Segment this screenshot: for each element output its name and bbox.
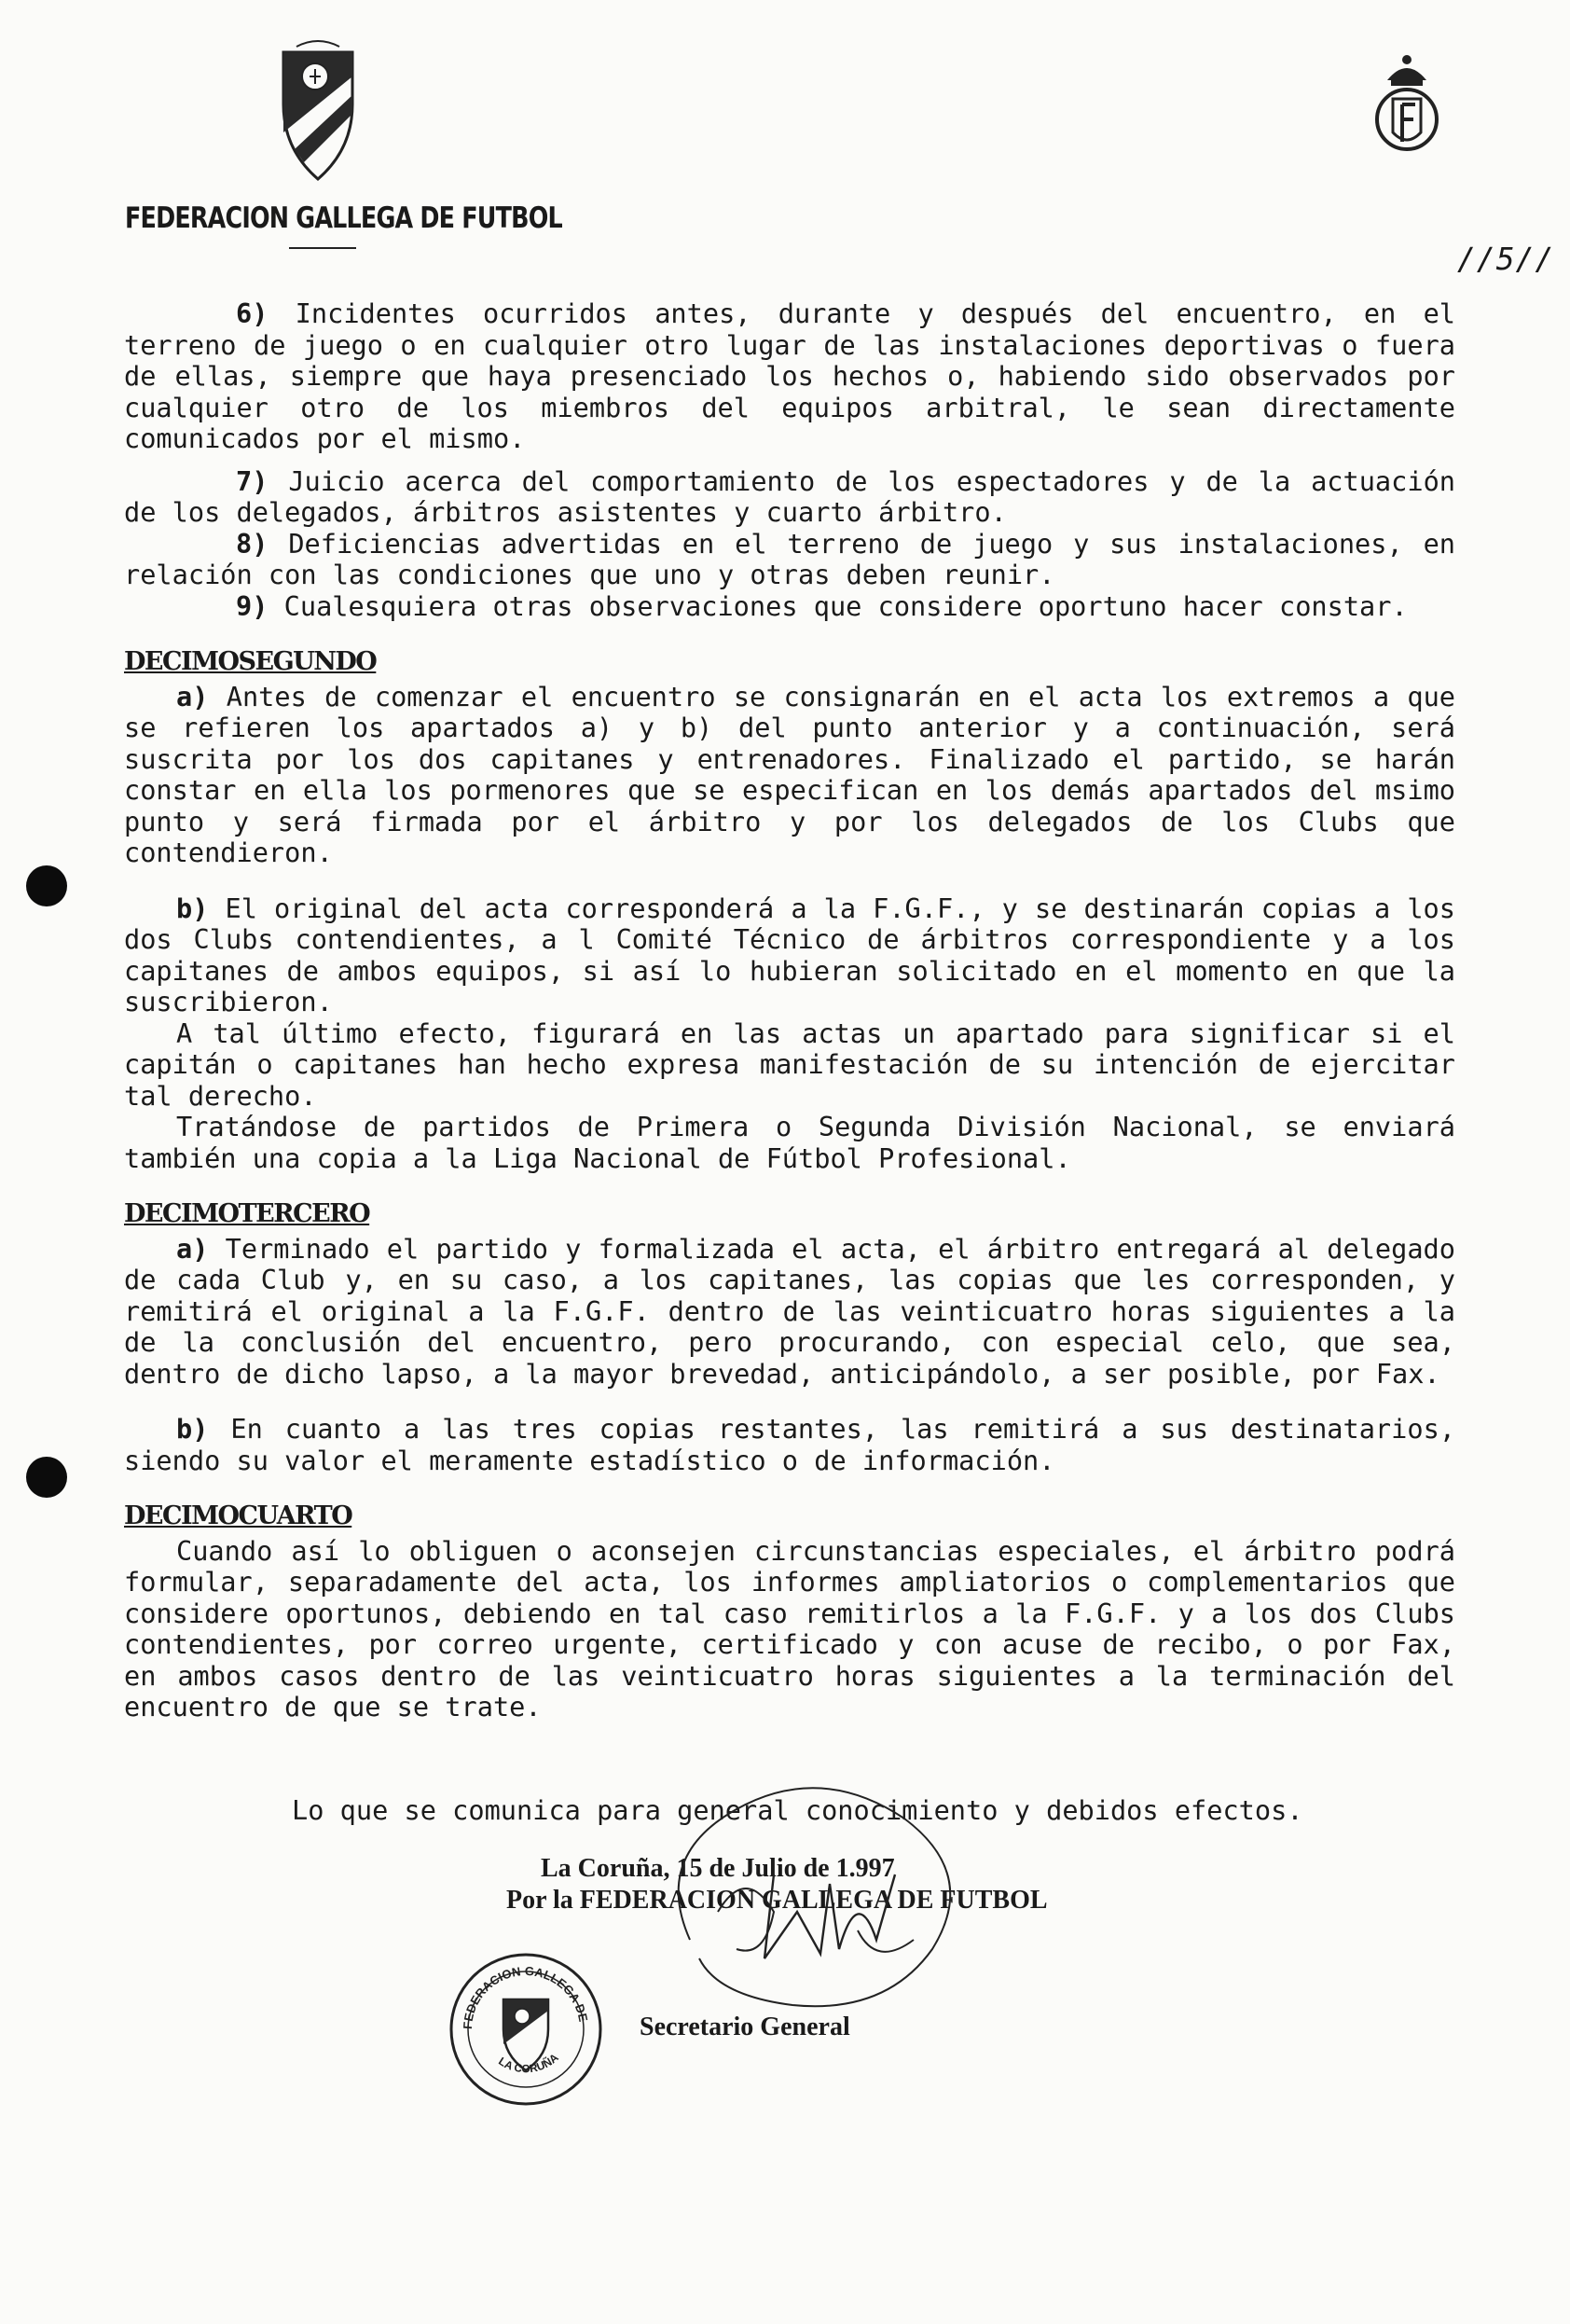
item-9 [124, 591, 1455, 623]
decimosegundo-a [124, 682, 1455, 869]
item-number: 7) [236, 464, 269, 497]
punch-hole-top [26, 865, 67, 906]
punch-hole-bottom [26, 1457, 67, 1498]
signatory-title: Secretario General [640, 2013, 850, 2041]
seal-text-top: FEDERACION GALLEGA DE [460, 1963, 591, 2030]
item-number: b) [176, 892, 209, 924]
item-6 [124, 298, 1455, 455]
place-date: La Coruña, 15 de Julio de 1.997 [541, 1854, 895, 1883]
page-number: //5// [1457, 241, 1555, 277]
item-text: Terminado el partido y formalizada el acta, el árbitro entregará al delegado de cada Club y, en su caso, a los capitanes, las copias que les corresponden, y remitirá el original a la F.G.F. dentro de las veinticuatro horas siguientes a la de la conclusión del encuentro, pero procurando, con especial celo, que sea, dentro de dicho lapso, a la mayor brevedad, anticipándolo, a ser posible, por Fax. [124, 1232, 1455, 1390]
letterhead-divider [289, 247, 356, 249]
document-body [124, 298, 1455, 1723]
closing-line: Lo que se comunica para general conocimiento y debidos efectos. [292, 1794, 1303, 1826]
item-7 [124, 466, 1455, 529]
decimosegundo-b [124, 893, 1455, 1018]
rfef-crest-logo [1372, 52, 1441, 157]
item-text: Cualesquiera otras observaciones que considere oportuno hacer constar. [283, 589, 1408, 622]
decimocuarto-paragraph: Cuando así lo obliguen o aconsejen circunstancias especiales, el árbitro podrá formular, separadamente del acta, los informes ampliatorios o complementarios que considere oportunos, debiendo en tal caso remitirlos a la F.G.F. y a los dos Clubs contendientes, por correo urgente, certificado y con acuse de recibo, o por Fax, en ambos casos dentro de las veinticuatro horas siguientes a la terminación del encuentro de que se trate. [124, 1534, 1455, 1722]
item-text: Deficiencias advertidas en el terreno de juego y sus instalaciones, en relación con las condiciones que uno y otras deben reunir. [124, 527, 1456, 590]
item-number: 8) [236, 527, 269, 560]
federation-seal-stamp [448, 1951, 604, 2108]
item-text: Incidentes ocurridos antes, durante y después del encuentro, en el terreno de juego o en cualquier otro lugar de las instalaciones deportivas o fuera de ellas, siempre que haya presenciado los hechos o, habiendo sido observados por cualquier otro de los miembros del equipos arbitral, le sean directamente comunicados por el mismo. [124, 297, 1455, 454]
seal-text-bottom: LA CORUÑA [496, 2051, 561, 2076]
item-text: Antes de comenzar el encuentro se consignarán en el acta los extremos a que se refieren los apartados a) y b) del punto anterior y a continuación, será suscrita por los dos capitanes y entrenadores. Finalizado el partido, se harán constar en ella los pormenores que se especifican en los demás apartados del msimo punto y será firmada por el árbitro y por los delegados de los Clubs que contendieron. [124, 680, 1455, 868]
item-number: a) [176, 680, 209, 712]
item-text: En cuanto a las tres copias restantes, las remitirá a sus destinatarios, siendo su valor el meramente estadístico o de información. [124, 1413, 1455, 1476]
item-text: El original del acta corresponderá a la F.G.F., y se destinarán copias a los dos Clubs contendientes, a l Comité Técnico de árbitros correspondiente y a los capitanes de ambos equipos, si así lo hubieran solicitado en el momento en que la suscribieron. [124, 892, 1455, 1017]
decimotercero-a [124, 1234, 1455, 1390]
issuing-body: Por la FEDERACION GALLEGA DE FUTBOL [506, 1886, 1048, 1915]
decimosegundo-paragraph-3: Tratándose de partidos de Primera o Segunda División Nacional, se enviará también una copia a la Liga Nacional de Fútbol Profesional. [124, 1111, 1455, 1174]
item-number: 9) [236, 589, 269, 622]
decimosegundo-paragraph-2: A tal último efecto, figurará en las actas un apartado para significar si el capitán o capitanes han hecho expresa manifestación de su intención de ejercitar tal derecho. [124, 1017, 1455, 1112]
heading-decimocuarto: DECIMOCUARTO [124, 1501, 352, 1530]
item-text: Juicio acerca del comportamiento de los espectadores y de la actuación de los delegados, árbitros asistentes y cuarto árbitro. [124, 464, 1456, 528]
heading-decimotercero: DECIMOTERCERO [124, 1199, 370, 1228]
svg-text:LA CORUÑA [496, 2051, 561, 2075]
handwritten-signature [634, 1772, 988, 2052]
item-number: a) [176, 1232, 209, 1265]
item-number: 6) [236, 297, 269, 329]
item-8 [124, 529, 1455, 591]
federation-crest-logo [276, 39, 360, 185]
letterhead-org-name: FEDERACION GALLEGA DE FUTBOL [125, 201, 562, 235]
heading-decimosegundo: DECIMOSEGUNDO [124, 647, 377, 676]
item-number: b) [176, 1413, 209, 1445]
decimotercero-b [124, 1414, 1455, 1476]
